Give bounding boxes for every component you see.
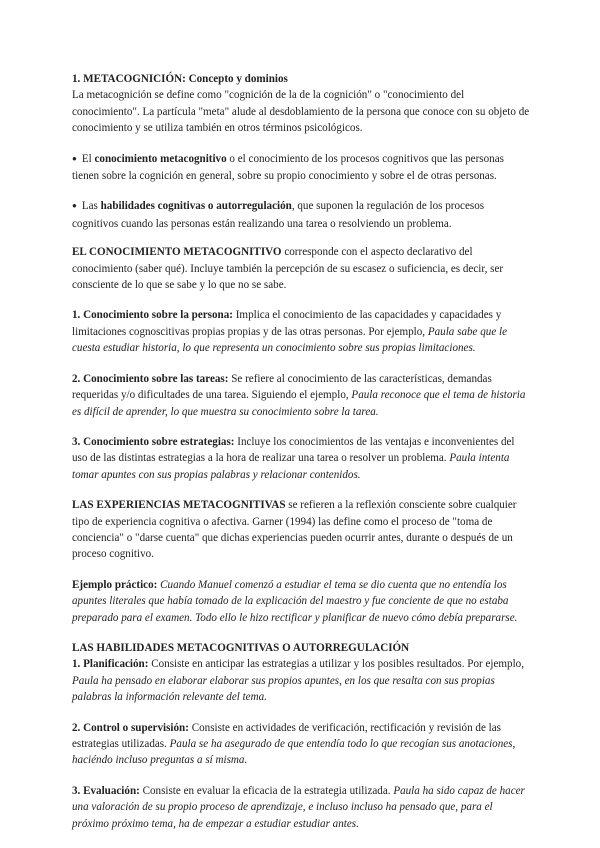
item-text: Consiste en evaluar la eficacia de la estrategia utilizada. <box>139 784 394 797</box>
item-title: 2. Conocimiento sobre las tareas: <box>72 372 229 385</box>
experiencias-intro: se refieren a la reflexión consciente sobre cualquier tipo de experiencia cognitiva o afectiva. Garner (1994) las define como el proceso de "toma de conciencia" o "darse cuenta" que dichas experiencias pueden ocurrir antes, durante o después de un proceso cognitivo. <box>72 499 517 561</box>
bullet2-term: habilidades cognitivas o autorregulación <box>100 200 292 213</box>
item-title: 2. Control o supervisión: <box>72 721 189 734</box>
item-text: Consiste en anticipar las estrategias a utilizar y los posibles resultados. Por ejemplo, <box>148 658 524 671</box>
bullet-conocimiento-metacognitivo <box>72 151 532 185</box>
bullet-habilidades-cognitivas <box>72 198 532 232</box>
item-planificacion <box>72 656 532 705</box>
item-example: Paula se ha asegurado de que entendía todo lo que recogían sus anotaciones, haciéndo incluso preguntas a sí misma. <box>72 738 516 767</box>
bullet2-pre: Las <box>81 200 101 213</box>
item-text: Implica el conocimiento de las capacidades y capacidades y limitaciones cognoscitivas propias propias y de las otras personas. Por ejemplo, <box>72 309 502 338</box>
section-heading-metacognicion <box>72 71 532 87</box>
conocimiento-metacognitivo-paragraph <box>72 244 532 293</box>
item-example: Paula ha pensado en elaborar elaborar sus propios apuntes, en los que resalta con sus propias palabras la información relevante del tema. <box>72 674 495 704</box>
item-title: 1. Planificación: <box>72 658 149 671</box>
heading-number: 1. <box>72 73 81 85</box>
item-example: Paula reconoce que el tema de historia es difícil de aprender, lo que muestra su conocimiento sobre la tarea. <box>72 389 526 418</box>
item-control-supervision <box>72 720 532 769</box>
metacognicion-definition: La metacognición se define como "cognición de la de la cognición" o "conocimiento del conocimiento". La partícula "meta" alude al desdoblamiento de la persona que conoce con su objeto de conocimiento y se utiliza también en otros términos psicológicos. <box>72 89 530 135</box>
document-page <box>72 71 532 832</box>
item-title: 3. Evaluación: <box>72 784 140 797</box>
item-conocimiento-persona <box>72 307 532 356</box>
item-conocimiento-estrategias <box>72 434 532 483</box>
example-text: Cuando Manuel comenzó a estudiar el tema se dio cuenta que no entendía los apuntes literales que había tomado de la explicación del maestro y fue conciente de que no estaba preparado para el examen. Todo ello le hizo rectificar y planificar de nuevo cómo debía prepararse. <box>72 578 518 624</box>
item-example: Paula sabe que le cuesta estudiar historia, lo que representa un conocimiento sobre sus propias limitaciones. <box>72 325 508 355</box>
item-text: Incluye los conocimientos de las ventajas e inconvenientes del uso de las distintas estrategias a la hora de realizar una tarea o resolver un problema. <box>72 435 515 465</box>
bullet1-term: conocimiento metacognitivo <box>94 152 227 165</box>
item-conocimiento-tareas <box>72 371 532 420</box>
item-example: Paula ha sido capaz de hacer una valoración de su propio proceso de aprendizaje, e incluso incluso ha pensado que, para el próximo próximo tema, ha de empezar a estudiar estudiar antes. <box>72 784 525 830</box>
section-heading-conocimiento: EL CONOCIMIENTO METACOGNITIVO <box>72 246 282 259</box>
item-title: 1. Conocimiento sobre la persona: <box>72 309 233 322</box>
item-text: Se refiere al conocimiento de las características, demandas requeridas y/o dificultades de una tarea. Siguiendo el ejemplo, <box>72 372 492 402</box>
item-example: Paula intenta tomar apuntes con sus propias palabras y relacionar contenidos. <box>72 452 510 481</box>
bullet1-pre: El <box>81 152 95 165</box>
item-title: 3. Conocimiento sobre estrategias: <box>72 435 235 448</box>
item-text: Consiste en actividades de verificación, rectificación y revisión de las estrategias utilizadas. <box>72 721 501 750</box>
ejemplo-practico <box>72 577 532 626</box>
bullet2-text: , que suponen la regulación de los procesos cognitivos cuando las personas están realizando una tarea o resolviendo un problema. <box>72 200 485 230</box>
experiencias-metacognitivas-paragraph <box>72 497 532 563</box>
section-heading-habilidades: LAS HABILIDADES METACOGNITIVAS O AUTORREGULACIÓN <box>72 641 410 654</box>
section-heading-experiencias: LAS EXPERIENCIAS METACOGNITIVAS <box>72 499 286 512</box>
bullet1-text: o el conocimiento de los procesos cognitivos que las personas tienen sobre la cognición en general, sobre su propio conocimiento y sobre el de otras personas. <box>72 152 504 183</box>
heading-title: METACOGNICIÓN: Concepto y dominios <box>83 73 288 85</box>
example-label: Ejemplo práctico: <box>72 578 158 591</box>
item-evaluacion <box>72 783 532 832</box>
conocimiento-intro: corresponde con el aspecto declarativo del conocimiento (saber qué). Incluye también la percepción de su escasez o suficiencia, es decir, ser consciente de lo que se sabe y lo que no se sabe. <box>72 246 504 292</box>
